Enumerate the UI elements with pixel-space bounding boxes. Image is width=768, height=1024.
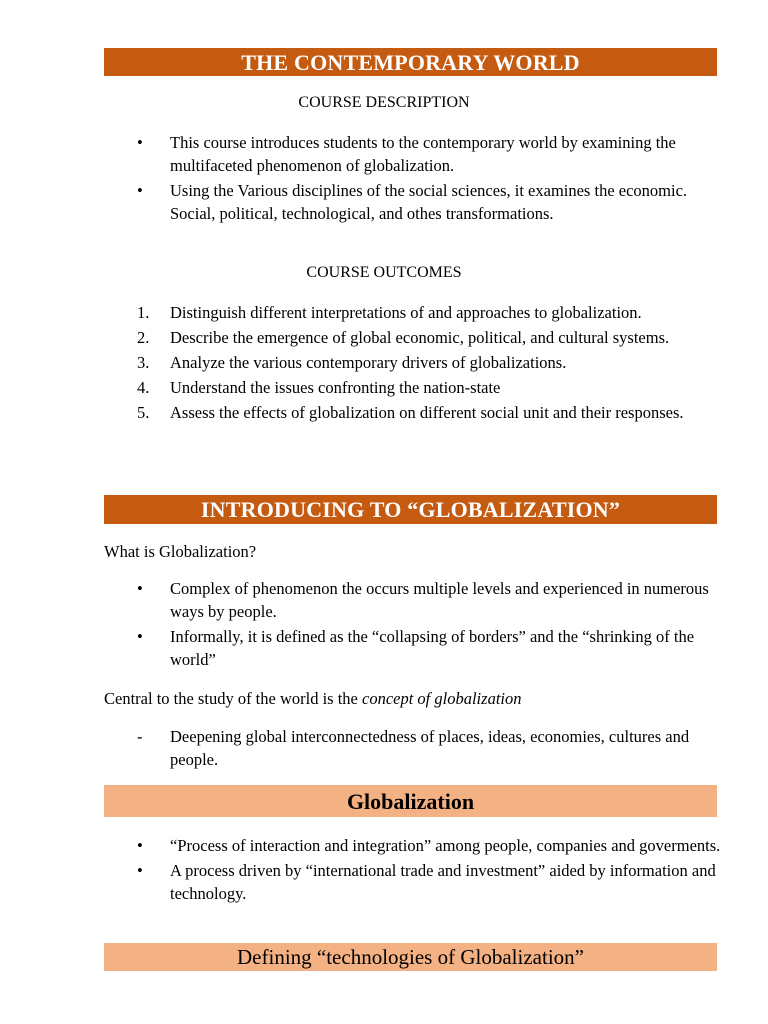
emphasis-text: concept of globalization xyxy=(362,689,522,708)
section-banner-introducing xyxy=(104,495,717,524)
page-title: THE CONTEMPORARY WORLD xyxy=(241,50,580,75)
dash-list xyxy=(104,725,724,773)
item-number: 5. xyxy=(137,403,150,422)
introducing-list xyxy=(104,577,724,673)
bullet-icon: • xyxy=(137,133,143,152)
list-item: 2. Describe the emergence of global economic, political, and cultural systems. xyxy=(137,328,670,347)
title-banner xyxy=(104,48,717,76)
bullet-icon: • xyxy=(137,579,143,598)
list-item: 1. Distinguish different interpretations of and approaches to globalization. xyxy=(137,303,642,322)
list-item: 3. Analyze the various contemporary drivers of globalizations. xyxy=(137,353,567,372)
bullet-icon: • xyxy=(137,836,143,855)
section-title: Defining “technologies of Globalization” xyxy=(237,945,584,969)
list-item: • Complex of phenomenon the occurs multiple levels and experienced in numerous ways by people. xyxy=(137,579,709,621)
list-item: • Using the Various disciplines of the social sciences, it examines the economic. Social, political, technological, and othes transformations. xyxy=(137,181,688,223)
list-item: 5. Assess the effects of globalization on different social unit and their responses. xyxy=(137,403,684,422)
bullet-icon: • xyxy=(137,861,143,880)
dash-marker: - xyxy=(137,727,143,746)
list-item: • This course introduces students to the contemporary world by examining the multifaceted phenomenon of globalization. xyxy=(137,133,676,175)
list-item: 4. Understand the issues confronting the nation-state xyxy=(137,378,501,397)
item-number: 4. xyxy=(137,378,150,397)
section-title: Globalization xyxy=(346,789,475,814)
bullet-icon: • xyxy=(137,181,143,200)
list-item: • Informally, it is defined as the “collapsing of borders” and the “shrinking of the world” xyxy=(137,627,695,669)
course-description-heading: COURSE DESCRIPTION xyxy=(298,94,470,111)
list-item: • “Process of interaction and integration” among people, companies and goverments. xyxy=(137,836,721,855)
course-outcomes-heading: COURSE OUTCOMES xyxy=(306,264,462,281)
bullet-icon: • xyxy=(137,627,143,646)
course-description-list xyxy=(104,131,724,227)
list-item: - Deepening global interconnectedness of places, ideas, economies, cultures and people. xyxy=(137,727,690,769)
item-number: 1. xyxy=(137,303,150,322)
question-text: What is Globalization? xyxy=(104,542,257,561)
list-item: • A process driven by “international trade and investment” aided by information and technology. xyxy=(137,861,716,903)
section-title: INTRODUCING TO “GLOBALIZATION” xyxy=(200,497,621,522)
central-statement: Central to the study of the world is the concept of globalization xyxy=(104,689,522,708)
section-banner-globalization xyxy=(104,785,717,817)
item-number: 3. xyxy=(137,353,150,372)
globalization-list xyxy=(104,834,724,907)
section-banner-defining xyxy=(104,943,717,971)
item-number: 2. xyxy=(137,328,150,347)
course-outcomes-list xyxy=(104,301,724,426)
